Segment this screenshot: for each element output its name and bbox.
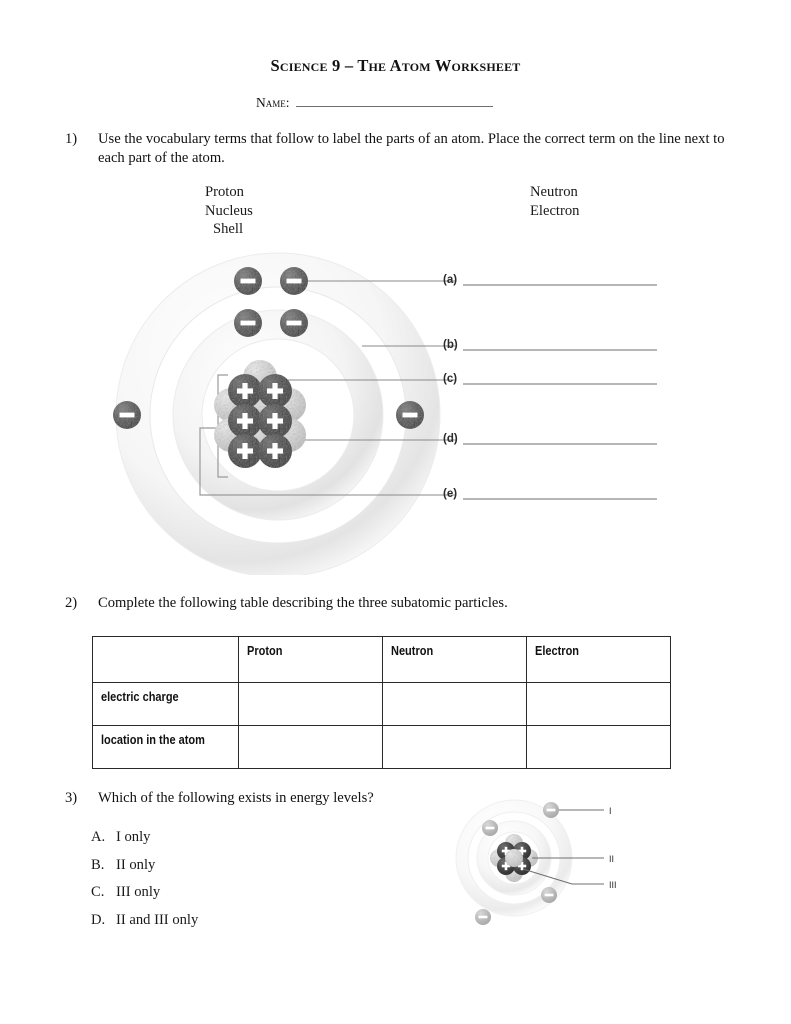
- answer-letter-b: (b): [443, 339, 458, 351]
- atom-diagram: [100, 250, 680, 575]
- question-1-number: 1): [65, 131, 78, 147]
- question-2: [65, 594, 705, 613]
- answer-letter-e: (e): [443, 488, 458, 500]
- name-input-blank[interactable]: [296, 94, 493, 107]
- table-header-neutron: Neutron: [383, 637, 527, 683]
- option-b-key: B.: [91, 856, 105, 873]
- table-row-label-location: location in the atom: [93, 726, 239, 769]
- question-3-text: Which of the following exists in energy levels?: [98, 790, 374, 806]
- vocabulary-term-nucleus: Nucleus: [205, 202, 253, 219]
- name-field-row: [256, 94, 493, 111]
- option-d-text: II and III only: [116, 911, 199, 928]
- answer-letter-a: (a): [443, 274, 458, 286]
- vocabulary-term-shell: Shell: [213, 221, 243, 237]
- vocabulary-term-electron: Electron: [530, 202, 580, 219]
- option-a[interactable]: [91, 824, 198, 852]
- option-c[interactable]: [91, 879, 198, 907]
- answer-letter-d: (d): [443, 433, 458, 445]
- small-label-ii: II: [609, 854, 615, 864]
- question-2-number: 2): [65, 595, 78, 611]
- question-3-number: 3): [65, 790, 78, 806]
- question-2-text: Complete the following table describing the three subatomic particles.: [98, 595, 508, 611]
- answer-blank-lines: [463, 285, 657, 499]
- option-d[interactable]: [91, 907, 198, 935]
- table-header-proton: Proton: [239, 637, 383, 683]
- table-cell-location-electron[interactable]: [527, 726, 671, 769]
- option-d-key: D.: [91, 911, 106, 928]
- table-header-blank: [93, 637, 239, 683]
- small-atom-diagram: [452, 785, 632, 937]
- option-c-text: III only: [116, 884, 161, 900]
- vocabulary-column-left: [205, 183, 253, 239]
- question-3: [65, 789, 465, 808]
- table-header-row: [93, 637, 671, 683]
- table-cell-location-proton[interactable]: [239, 726, 383, 769]
- subatomic-particle-table: [92, 636, 671, 769]
- option-b[interactable]: [91, 852, 198, 880]
- page-title: Science 9 – The Atom Worksheet: [270, 56, 521, 75]
- table-cell-charge-proton[interactable]: [239, 683, 383, 726]
- option-a-text: I only: [116, 829, 151, 845]
- answer-letter-c: (c): [443, 373, 458, 385]
- option-b-text: II only: [116, 856, 156, 873]
- option-c-key: C.: [91, 884, 105, 900]
- table-cell-location-neutron[interactable]: [383, 726, 527, 769]
- table-row: [93, 726, 671, 769]
- question-1-text: Use the vocabulary terms that follow to label the parts of an atom. Place the correct term on the line next to each part of the atom.: [98, 131, 725, 166]
- option-a-key: A.: [91, 829, 106, 845]
- vocabulary-term-proton: Proton: [205, 184, 244, 200]
- table-row-label-electric-charge: electric charge: [93, 683, 239, 726]
- small-label-iii: III: [609, 880, 617, 890]
- name-label: Name:: [256, 95, 290, 110]
- table-header-electron: Electron: [527, 637, 671, 683]
- small-label-i: I: [609, 806, 612, 816]
- multiple-choice-options: [91, 824, 198, 934]
- vocabulary-column-right: [530, 183, 579, 220]
- table-row: [93, 683, 671, 726]
- vocabulary-term-neutron: Neutron: [530, 184, 578, 200]
- nucleus-protons: [228, 374, 292, 468]
- table-cell-charge-neutron[interactable]: [383, 683, 527, 726]
- table-cell-charge-electron[interactable]: [527, 683, 671, 726]
- question-1: [65, 130, 737, 168]
